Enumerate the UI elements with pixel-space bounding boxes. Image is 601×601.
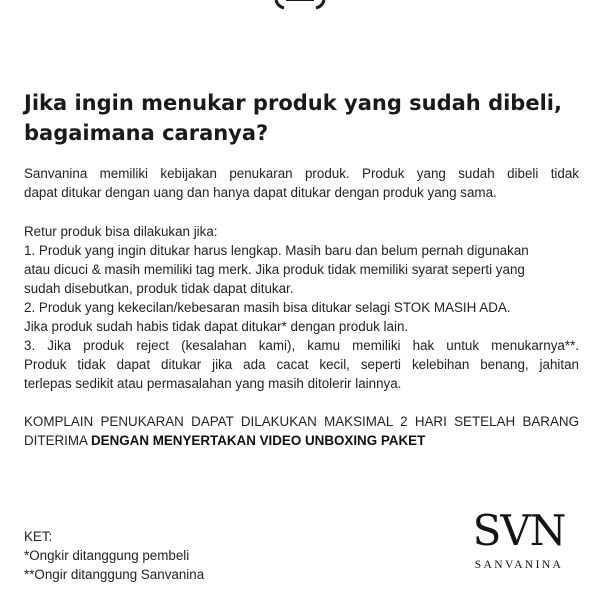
footnote-buyer-shipping: *Ongkir ditanggung pembeli xyxy=(24,548,190,563)
notice-line-2-regular: DITERIMA xyxy=(24,433,91,448)
notice-line-1: KOMPLAIN PENUKARAN DAPAT DILAKUKAN MAKSIMAL 2 HARI SETELAH BARANG xyxy=(24,414,579,429)
page-title xyxy=(24,88,579,148)
page-title-line-2: bagaimana caranya? xyxy=(24,121,269,145)
notice-line-2-bold: DENGAN MENYERTAKAN VIDEO UNBOXING PAKET xyxy=(90,433,426,448)
policy-intro xyxy=(24,164,579,202)
rule-line: terlepas sedikit atau permasalahan yang masih ditolerir lainnya. xyxy=(24,376,402,391)
intro-line: dapat ditukar dengan uang dan hanya dapat ditukar dengan produk yang sama. xyxy=(24,185,497,200)
rule-line: Produk tidak dapat ditukar jika ada cacat kecil, seperti kelebihan benang, jahitan xyxy=(24,357,579,372)
page-title-line-1: Jika ingin menukar produk yang sudah dibeli, xyxy=(24,91,562,115)
rules-lead: Retur produk bisa dilakukan jika: xyxy=(24,224,218,239)
footnote-seller-shipping: **Ongir ditanggung Sanvanina xyxy=(24,567,205,582)
rule-line: 1. Produk yang ingin ditukar harus lengkap. Masih baru dan belum pernah digunakan xyxy=(24,243,529,258)
rule-line: sudah disebutkan, produk tidak dapat ditukar. xyxy=(24,281,294,296)
logo-monogram: SVN xyxy=(472,506,566,555)
return-rules xyxy=(24,222,579,393)
intro-line: Sanvanina memiliki kebijakan penukaran produk. Produk yang sudah dibeli tidak xyxy=(24,166,579,181)
logo-wordmark: SANVANINA xyxy=(474,559,564,571)
brand-logo xyxy=(458,506,580,584)
rule-line: 3. Jika produk reject (kesalahan kami), kamu memiliki hak untuk menukarnya**. xyxy=(24,338,579,353)
footnotes xyxy=(24,527,204,584)
complaint-notice xyxy=(24,412,579,450)
top-decorative-shape xyxy=(0,0,601,14)
footnotes-label: KET: xyxy=(24,529,53,544)
notice-line-2 xyxy=(24,431,579,450)
rule-line: 2. Produk yang kekecilan/kebesaran masih bisa ditukar selagi STOK MASIH ADA. xyxy=(24,300,511,315)
rule-line: atau dicuci & masih memiliki tag merk. Jika produk tidak memiliki syarat seperti yang xyxy=(24,262,525,277)
rule-line: Jika produk sudah habis tidak dapat ditukar* dengan produk lain. xyxy=(24,319,409,334)
